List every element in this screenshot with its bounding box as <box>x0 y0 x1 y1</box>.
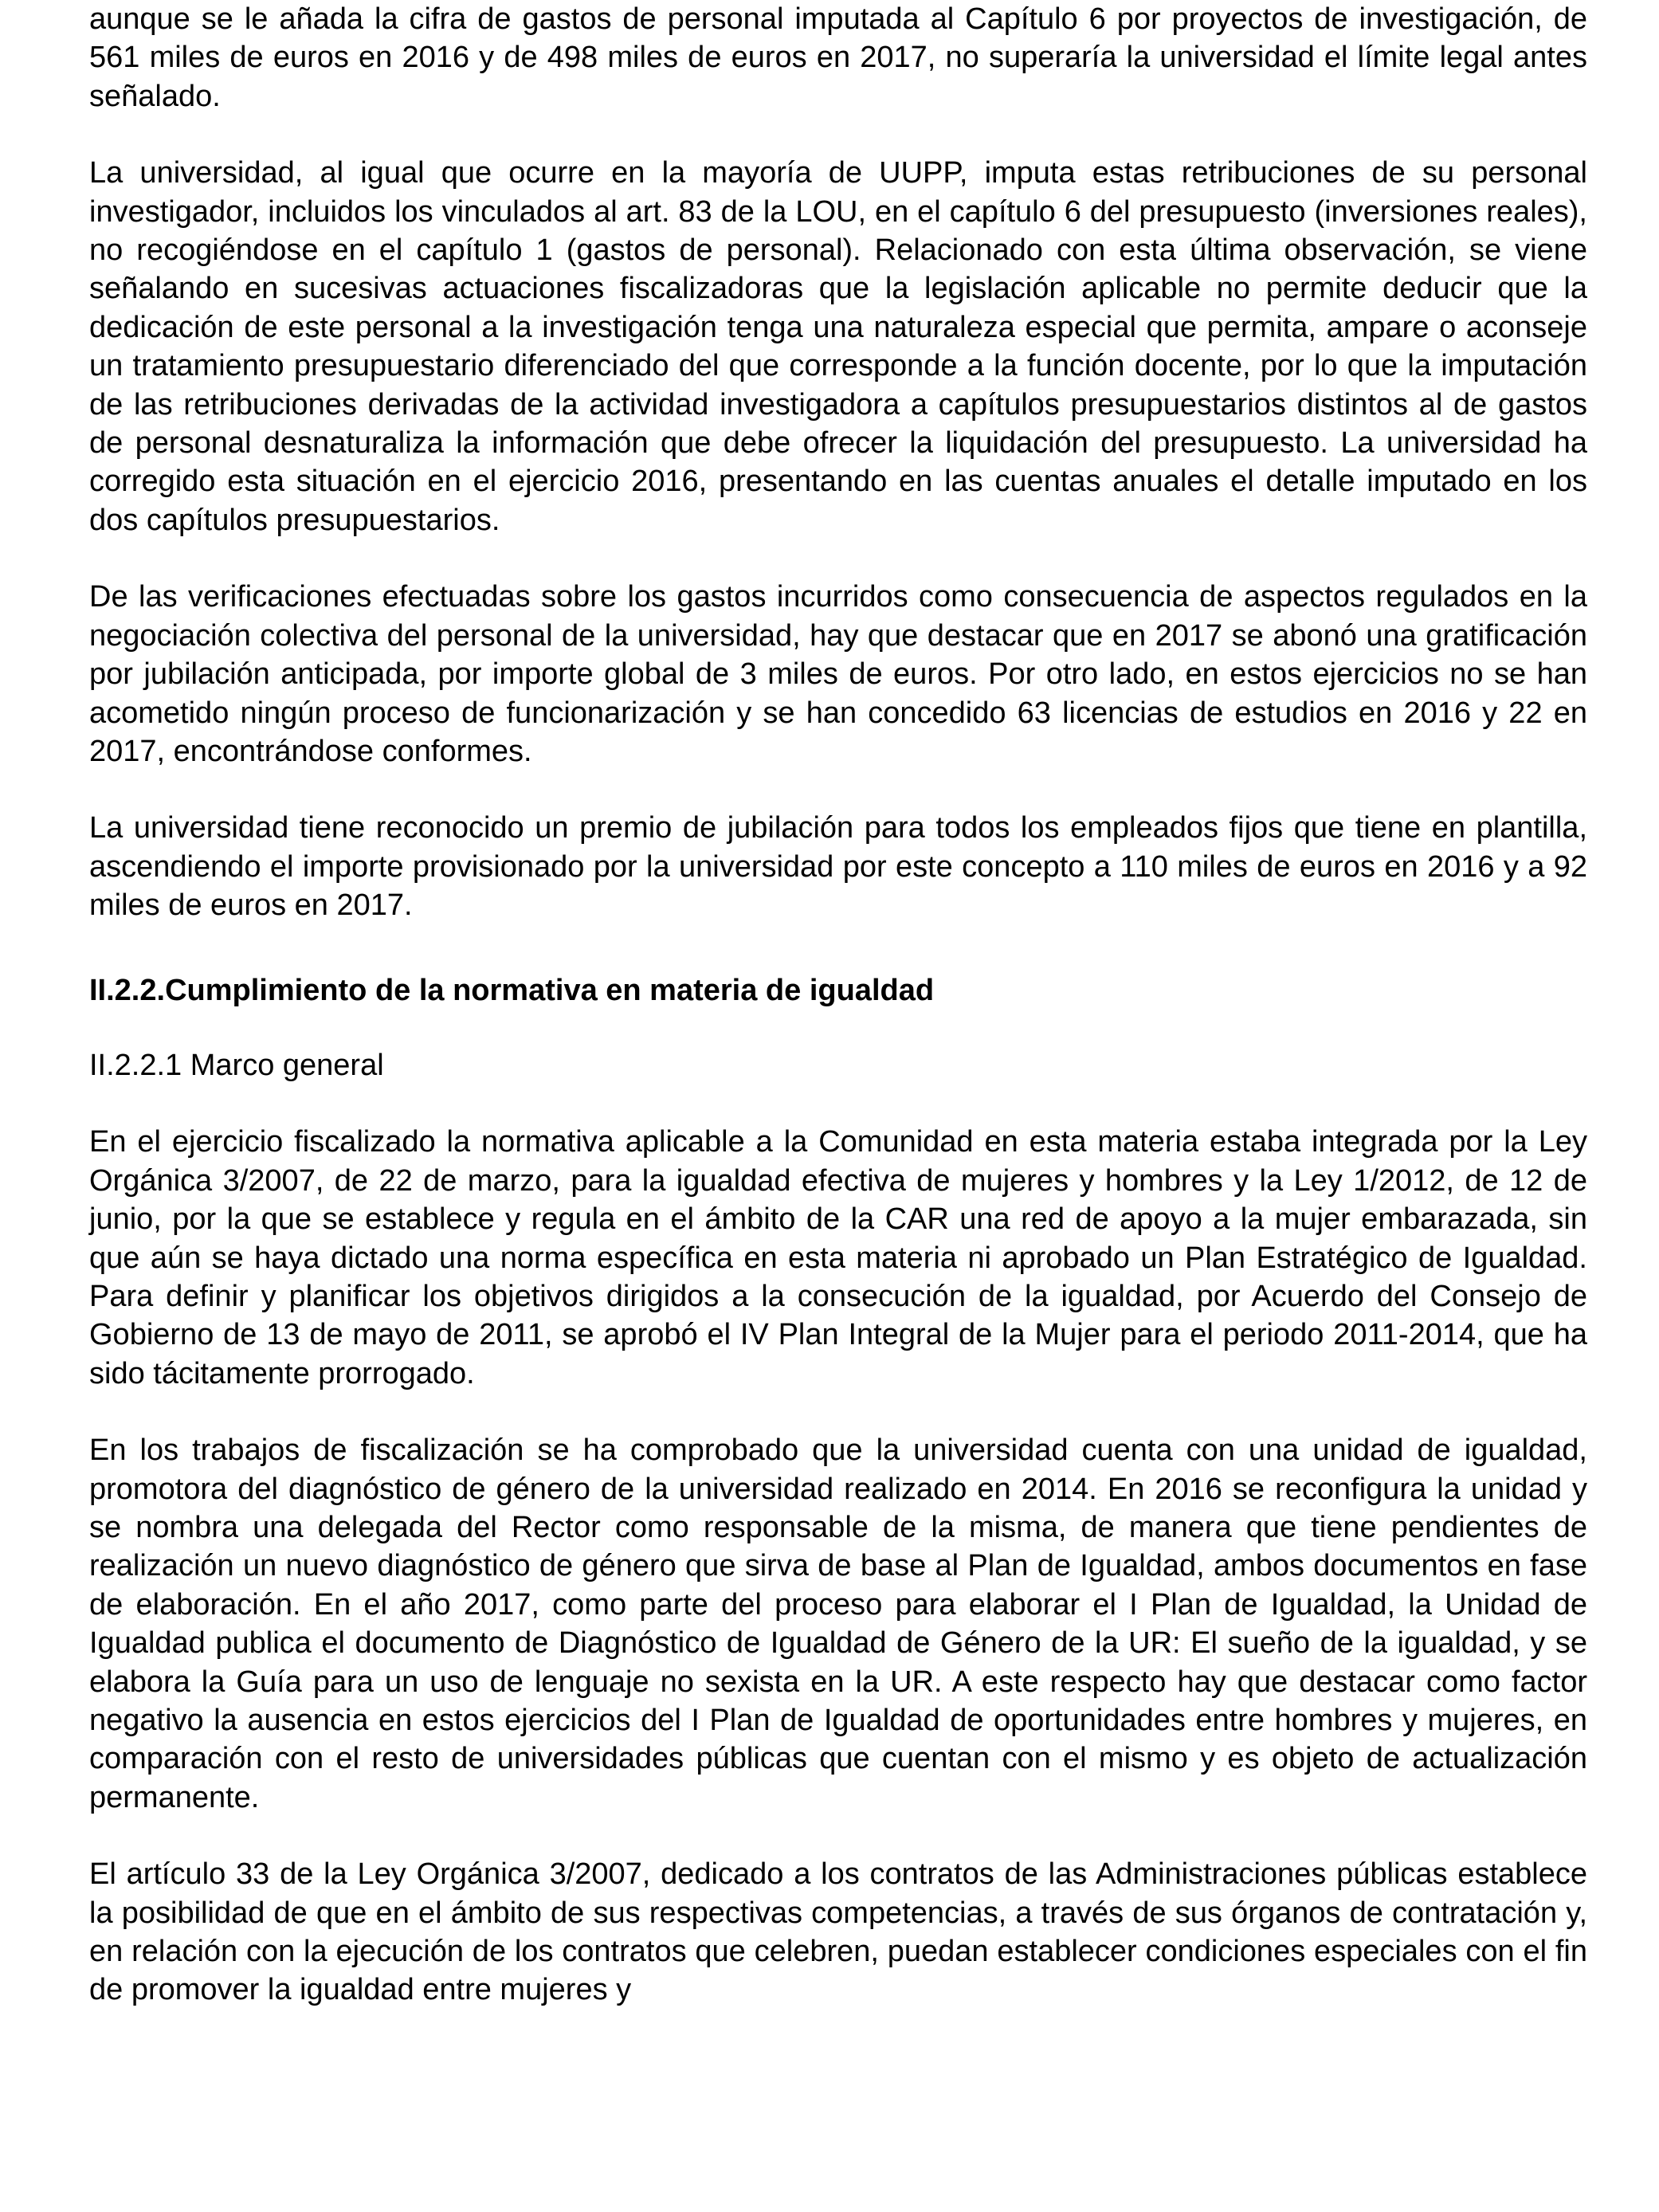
paragraph-personal-expenses-limit: aunque se le añada la cifra de gastos de personal imputada al Capítulo 6 por proyectos de investigación, de 561 miles de euros en 2016 y de 498 miles de euros en 2017, no superaría la universidad el límite legal antes señalado. <box>89 2 1587 113</box>
paragraph-retirement-bonus: La universidad tiene reconocido un premio de jubilación para todos los empleados fijos que tiene en plantilla, ascendiendo el importe provisionado por la universidad por este concepto a 110 miles de euros en 2016 y a 92 miles de euros en 2017. <box>89 811 1587 923</box>
paragraph-article-33: El artículo 33 de la Ley Orgánica 3/2007, dedicado a los contratos de las Administraciones públicas establece la posibilidad de que en el ámbito de sus respectivas competencias, a través de sus órganos de contratación y, en relación con la ejecución de los contratos que celebren, puedan establecer condiciones especiales con el fin de promover la igualdad entre mujeres y <box>89 1857 1587 2007</box>
paragraph-equality-unit: En los trabajos de fiscalización se ha comprobado que la universidad cuenta con una unidad de igualdad, promotora del diagnóstico de género de la universidad realizado en 2014. En 2016 se reconfigura la unidad y se nombra una delegada del Rector como responsable de la misma, de manera que tiene pendientes de realización un nuevo diagnóstico de género que sirva de base al Plan de Igualdad, ambos documentos en fase de elaboración. En el año 2017, como parte del proceso para elaborar el I Plan de Igualdad, la Unidad de Igualdad publica el documento de Diagnóstico de Igualdad de Género de la UR: El sueño de la igualdad, y se elabora la Guía para un uso de lenguaje no sexista en la UR. A este respecto hay que destacar como factor negativo la ausencia en estos ejercicios del I Plan de Igualdad de oportunidades entre hombres y mujeres, en comparación con el resto de universidades públicas que cuentan con el mismo y es objeto de actualización permanente. <box>89 1433 1587 1814</box>
subsection-heading: II.2.2.1 Marco general <box>89 1048 384 1082</box>
document-page <box>89 0 1587 2010</box>
paragraph-collective-bargaining: De las verificaciones efectuadas sobre los gastos incurridos como consecuencia de aspectos regulados en la negociación colectiva del personal de la universidad, hay que destacar que en 2017 se abonó una gratificación por jubilación anticipada, por importe global de 3 miles de euros. Por otro lado, en estos ejercicios no se han acometido ningún proceso de funcionarización y se han concedido 63 licencias de estudios en 2016 y 22 en 2017, encontrándose conformes. <box>89 580 1587 768</box>
section-title: Cumplimiento de la normativa en materia de igualdad <box>165 973 935 1007</box>
paragraph-research-staff-imputation: La universidad, al igual que ocurre en la mayoría de UUPP, imputa estas retribuciones de su personal investigador, incluidos los vinculados al art. 83 de la LOU, en el capítulo 6 del presupuesto (inversiones reales), no recogiéndose en el capítulo 1 (gastos de personal). Relacionado con esta última observación, se viene señalando en sucesivas actuaciones fiscalizadoras que la legislación aplicable no permite deducir que la dedicación de este personal a la investigación tenga una naturaleza especial que permita, ampare o aconseje un tratamiento presupuestario diferenciado del que corresponde a la función docente, por lo que la imputación de las retribuciones derivadas de la actividad investigadora a capítulos presupuestarios distintos al de gastos de personal desnaturaliza la información que debe ofrecer la liquidación del presupuesto. La universidad ha corregido esta situación en el ejercicio 2016, presentando en las cuentas anuales el detalle imputado en los dos capítulos presupuestarios. <box>89 156 1587 537</box>
section-heading <box>89 971 1587 1010</box>
paragraph-legal-framework: En el ejercicio fiscalizado la normativa aplicable a la Comunidad en esta materia estaba integrada por la Ley Orgánica 3/2007, de 22 de marzo, para la igualdad efectiva de mujeres y hombres y la Ley 1/2012, de 12 de junio, por la que se establece y regula en el ámbito de la CAR una red de apoyo a la mujer embarazada, sin que aún se haya dictado una norma específica en esta materia ni aprobado un Plan Estratégico de Igualdad. Para definir y planificar los objetivos dirigidos a la consecución de la igualdad, por Acuerdo del Consejo de Gobierno de 13 de mayo de 2011, se aprobó el IV Plan Integral de la Mujer para el periodo 2011-2014, que ha sido tácitamente prorrogado. <box>89 1125 1587 1390</box>
section-number: II.2.2. <box>89 973 166 1007</box>
